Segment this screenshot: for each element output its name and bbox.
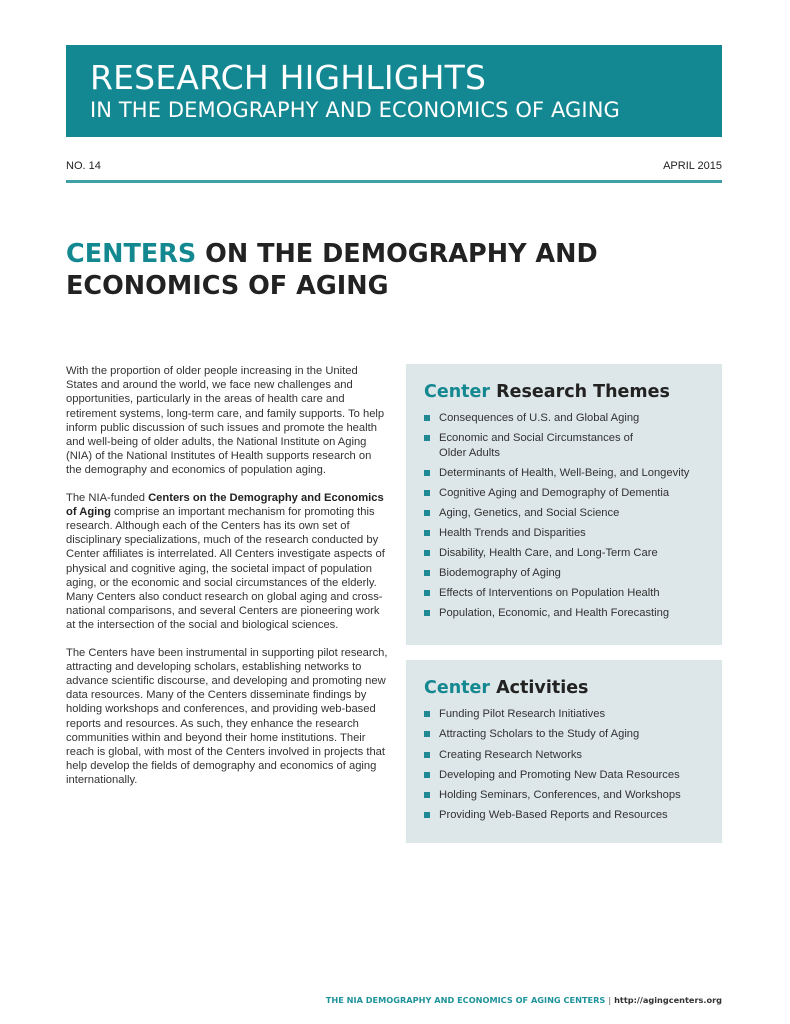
activity-item bbox=[424, 768, 714, 783]
p2-lead: The NIA-funded bbox=[66, 491, 149, 504]
theme-item bbox=[424, 431, 654, 460]
activities-title-rest: Activities bbox=[490, 678, 589, 698]
themes-title-accent: Center bbox=[424, 382, 491, 402]
activity-label: Creating Research Networks bbox=[439, 748, 583, 761]
theme-label: Effects of Interventions on Population Health bbox=[439, 587, 660, 600]
page-title-accent: CENTERS bbox=[66, 239, 197, 269]
footer-separator: | bbox=[608, 995, 612, 1005]
square-bullet-icon bbox=[424, 590, 430, 596]
activity-label: Funding Pilot Research Initiatives bbox=[439, 708, 606, 720]
theme-item bbox=[424, 506, 714, 521]
theme-item bbox=[424, 566, 714, 581]
body-text-column bbox=[66, 364, 388, 801]
square-bullet-icon bbox=[424, 731, 430, 737]
activities-title-accent: Center bbox=[424, 678, 491, 698]
square-bullet-icon bbox=[424, 435, 430, 441]
activity-label: Providing Web-Based Reports and Resources bbox=[439, 809, 668, 822]
page-title-line1: ON THE DEMOGRAPHY AND bbox=[196, 239, 598, 269]
theme-label: Disability, Health Care, and Long-Term Care bbox=[439, 547, 658, 560]
page-footer bbox=[326, 995, 722, 1005]
themes-title-rest: Research Themes bbox=[490, 382, 670, 402]
research-themes-list bbox=[424, 411, 722, 621]
theme-label: Cognitive Aging and Demography of Dementia bbox=[439, 486, 670, 499]
square-bullet-icon bbox=[424, 415, 430, 421]
theme-item bbox=[424, 606, 714, 621]
square-bullet-icon bbox=[424, 711, 430, 717]
p2-rest: comprise an important mechanism for promoting this research. Although each of the Centers has its own set of disciplinary specializations, much of the research conducted by Center affiliates is interrelated. All Centers investigate aspects of physical and cognitive aging, the societal impact of population aging, or the economic and social circumstances of the elderly. Many Centers also conduct research on global aging and cross-national comparisons, and several Centers are pioneering work at the intersection of the social and biological sciences. bbox=[66, 505, 385, 632]
activity-label: Attracting Scholars to the Study of Aging bbox=[439, 728, 640, 741]
square-bullet-icon bbox=[424, 470, 430, 476]
research-themes-box bbox=[406, 364, 722, 645]
issue-date: APRIL 2015 bbox=[663, 160, 722, 172]
square-bullet-icon bbox=[424, 570, 430, 576]
square-bullet-icon bbox=[424, 772, 430, 778]
theme-item bbox=[424, 586, 714, 601]
activity-item bbox=[424, 788, 714, 803]
page-title bbox=[66, 238, 666, 302]
square-bullet-icon bbox=[424, 490, 430, 496]
square-bullet-icon bbox=[424, 752, 430, 758]
square-bullet-icon bbox=[424, 792, 430, 798]
theme-item bbox=[424, 411, 714, 426]
body-paragraph-3: The Centers have been instrumental in supporting pilot research, attracting and developing scholars, establishing networks to advance scientific discourse, and developing and promoting new data resources. Many of the Centers disseminate findings by holding workshops and conferences, and providing web-based reports and resources. As such, they enhance the research communities within and beyond their home institutions. Their reach is global, with most of the Centers involved in projects that help develop the fields of demography and economics of aging internationally. bbox=[66, 646, 388, 787]
theme-label: Consequences of U.S. and Global Aging bbox=[439, 412, 640, 424]
activity-label: Holding Seminars, Conferences, and Workshops bbox=[439, 789, 681, 802]
theme-item bbox=[424, 546, 714, 561]
footer-org-name: THE NIA DEMOGRAPHY AND ECONOMICS OF AGING CENTERS bbox=[325, 995, 606, 1005]
masthead-banner bbox=[66, 45, 722, 137]
footer-url-link[interactable]: http://agingcenters.org bbox=[614, 995, 722, 1005]
theme-label: Determinants of Health, Well-Being, and Longevity bbox=[439, 466, 690, 479]
body-paragraph-2 bbox=[66, 491, 388, 633]
activity-item bbox=[424, 808, 714, 823]
theme-label: Biodemography of Aging bbox=[439, 567, 561, 580]
research-themes-title bbox=[424, 381, 722, 403]
theme-label: Economic and Social Circumstances of Older Adults bbox=[439, 432, 634, 459]
square-bullet-icon bbox=[424, 530, 430, 536]
theme-item bbox=[424, 526, 714, 541]
activity-item bbox=[424, 727, 714, 742]
issue-meta-row bbox=[66, 160, 722, 174]
square-bullet-icon bbox=[424, 550, 430, 556]
issue-number: NO. 14 bbox=[66, 160, 101, 172]
theme-item bbox=[424, 486, 714, 501]
divider-rule bbox=[66, 180, 722, 183]
theme-label: Aging, Genetics, and Social Science bbox=[439, 506, 620, 519]
page-title-line2: ECONOMICS OF AGING bbox=[66, 271, 389, 301]
activity-item bbox=[424, 707, 714, 722]
body-paragraph-1: With the proportion of older people increasing in the United States and around the world, we face new challenges and opportunities, particularly in the areas of health care and retirement systems, long-term care, and family supports. To help inform public discussion of such issues and promote the health and well-being of older adults, the National Institute on Aging (NIA) of the National Institutes of Health supports research on the demography and economics of population aging. bbox=[66, 365, 385, 477]
square-bullet-icon bbox=[424, 610, 430, 616]
square-bullet-icon bbox=[424, 812, 430, 818]
square-bullet-icon bbox=[424, 510, 430, 516]
center-activities-box bbox=[406, 660, 722, 843]
theme-item bbox=[424, 466, 714, 481]
center-activities-list bbox=[424, 707, 722, 823]
p2-bold-centers: Centers on the Demography and Economics of Aging bbox=[66, 491, 384, 518]
activity-item bbox=[424, 748, 714, 763]
center-activities-title bbox=[424, 677, 722, 699]
theme-label: Health Trends and Disparities bbox=[439, 526, 586, 539]
theme-label: Population, Economic, and Health Forecasting bbox=[439, 607, 670, 620]
activity-label: Developing and Promoting New Data Resources bbox=[439, 768, 680, 781]
masthead-title: RESEARCH HIGHLIGHTS bbox=[90, 58, 487, 97]
masthead-subtitle: IN THE DEMOGRAPHY AND ECONOMICS OF AGING bbox=[90, 98, 620, 122]
